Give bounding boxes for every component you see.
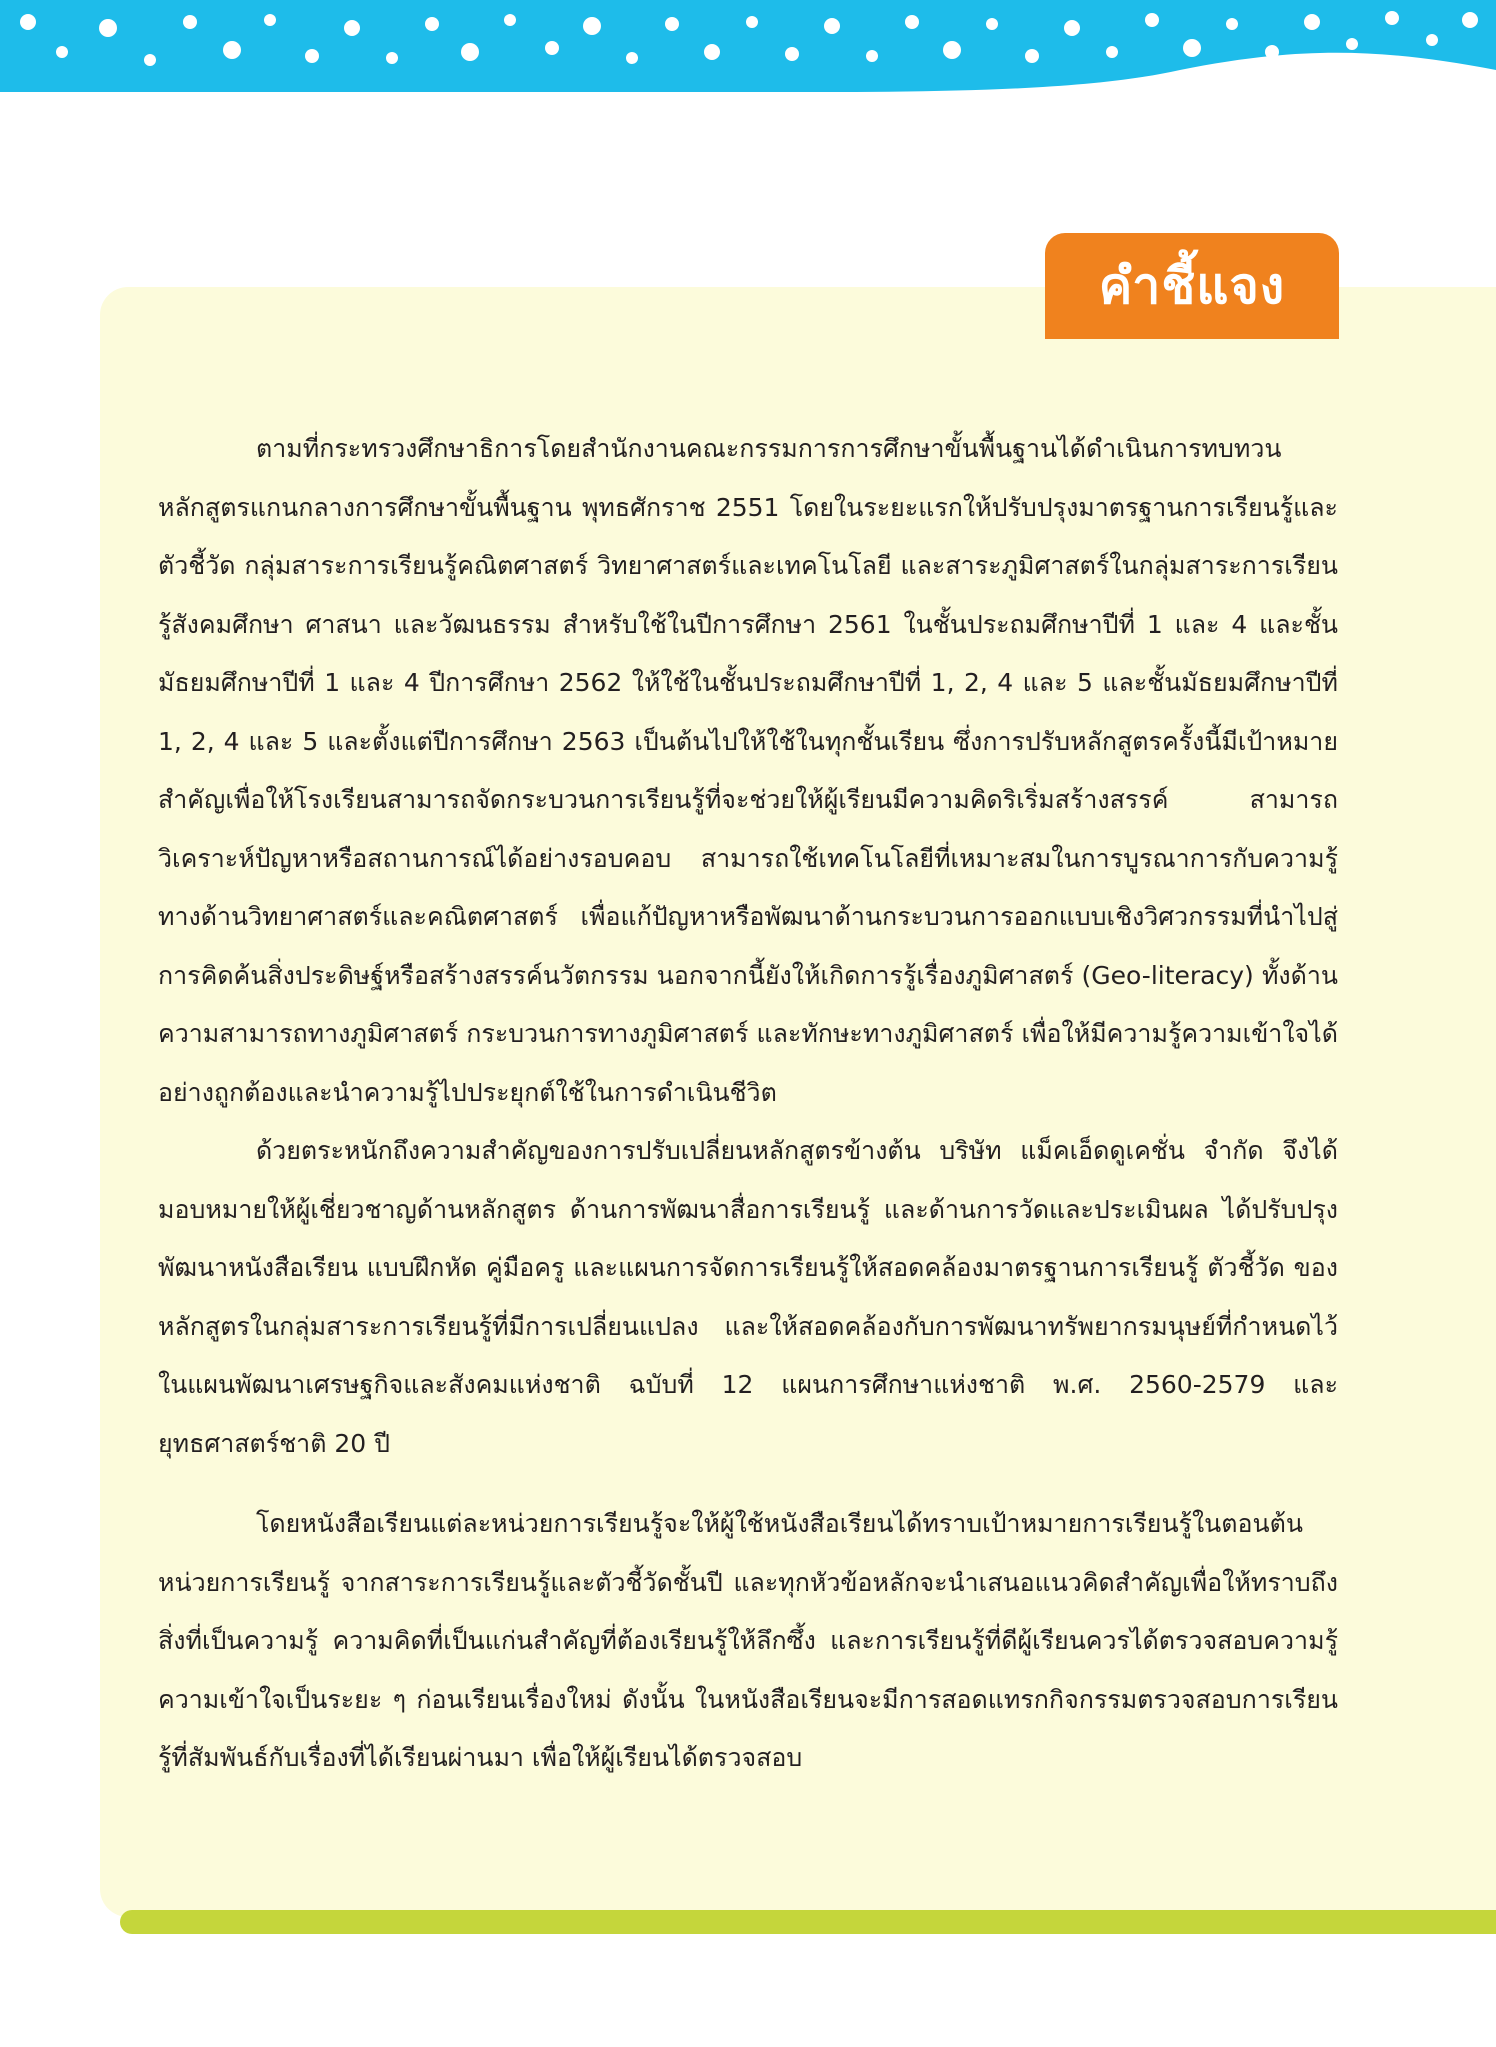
dot	[824, 18, 840, 34]
dot	[1145, 13, 1159, 27]
dot	[461, 43, 479, 61]
dot	[626, 52, 638, 64]
top-wave-band	[0, 0, 1496, 110]
dot	[264, 14, 276, 26]
dot	[20, 14, 36, 30]
dot	[99, 19, 117, 37]
dot	[665, 17, 679, 31]
dot	[1346, 38, 1358, 50]
paragraph-2: ด้วยตระหนักถึงความสำคัญของการปรับเปลี่ยนหลักสูตรข้างต้น บริษัท แม็คเอ็ดดูเคชั่น จำกัด จึงได้มอบหมายให้ผู้เชี่ยวชาญด้านหลักสูตร ด้านการพัฒนาสื่อการเรียนรู้ และด้านการวัดและประเมินผล ได้ปรับปรุงพัฒนาหนังสือเรียน แบบฝึกหัด คู่มือครู และแผนการจัดการเรียนรู้ให้สอดคล้องมาตรฐานการเรียนรู้ ตัวชี้วัด ของหลักสูตรในกลุ่มสาระการเรียนรู้ที่มีการเปลี่ยนแปลง และให้สอดคล้องกับการพัฒนาทรัพยากรมนุษย์ที่กำหนดไว้ในแผนพัฒนาเศรษฐกิจและสังคมแห่งชาติ ฉบับที่ 12 แผนการศึกษาแห่งชาติ พ.ศ. 2560-2579 และยุทธศาสตร์ชาติ 20 ปี	[158, 1136, 1338, 1458]
dot	[1426, 34, 1438, 46]
page-title	[1045, 233, 1339, 339]
dot	[746, 16, 758, 28]
dot	[1025, 49, 1039, 63]
dot	[905, 15, 919, 29]
dot	[386, 52, 398, 64]
dot	[1183, 39, 1201, 57]
dot	[344, 20, 360, 36]
dot	[1462, 12, 1478, 28]
dot	[1265, 45, 1279, 59]
dot	[1106, 46, 1118, 58]
dot	[425, 17, 439, 31]
page-title-text: คำชี้แจง	[1098, 256, 1286, 315]
body-text	[158, 420, 1338, 1788]
dot	[504, 14, 516, 26]
dot	[1304, 14, 1320, 30]
dot	[56, 46, 68, 58]
dot	[223, 41, 241, 59]
dot	[144, 54, 156, 66]
dot	[183, 15, 197, 29]
dot	[305, 49, 319, 63]
panel-bottom-stripe	[120, 1910, 1496, 1934]
dot	[545, 41, 559, 55]
paragraph-3: โดยหนังสือเรียนแต่ละหน่วยการเรียนรู้จะให้ผู้ใช้หนังสือเรียนได้ทราบเป้าหมายการเรียนรู้ในตอนต้นหน่วยการเรียนรู้ จากสาระการเรียนรู้และตัวชี้วัดชั้นปี และทุกหัวข้อหลักจะนำเสนอแนวคิดสำคัญเพื่อให้ทราบถึงสิ่งที่เป็นความรู้ ความคิดที่เป็นแก่นสำคัญที่ต้องเรียนรู้ให้ลึกซึ้ง และการเรียนรู้ที่ดีผู้เรียนควรได้ตรวจสอบความรู้ความเข้าใจเป็นระยะ ๆ ก่อนเรียนเรื่องใหม่ ดังนั้น ในหนังสือเรียนจะมีการสอดแทรกกิจกรรมตรวจสอบการเรียนรู้ที่สัมพันธ์กับเรื่องที่ได้เรียนผ่านมา เพื่อให้ผู้เรียนได้ตรวจสอบ	[158, 1509, 1338, 1772]
dot	[1385, 11, 1399, 25]
dot	[1226, 18, 1238, 30]
dot	[704, 44, 720, 60]
dot	[583, 17, 601, 35]
dot	[785, 47, 799, 61]
dot	[1064, 20, 1080, 36]
dot	[866, 50, 878, 62]
paragraph-1: ตามที่กระทรวงศึกษาธิการโดยสำนักงานคณะกรรมการการศึกษาขั้นพื้นฐานได้ดำเนินการทบทวนหลักสูตรแกนกลางการศึกษาขั้นพื้นฐาน พุทธศักราช 2551 โดยในระยะแรกให้ปรับปรุงมาตรฐานการเรียนรู้และตัวชี้วัด กลุ่มสาระการเรียนรู้คณิตศาสตร์ วิทยาศาสตร์และเทคโนโลยี และสาระภูมิศาสตร์ในกลุ่มสาระการเรียนรู้สังคมศึกษา ศาสนา และวัฒนธรรม สำหรับใช้ในปีการศึกษา 2561 ในชั้นประถมศึกษาปีที่ 1 และ 4 และชั้นมัธยมศึกษาปีที่ 1 และ 4 ปีการศึกษา 2562 ให้ใช้ในชั้นประถมศึกษาปีที่ 1, 2, 4 และ 5 และชั้นมัธยมศึกษาปีที่ 1, 2, 4 และ 5 และตั้งแต่ปีการศึกษา 2563 เป็นต้นไปให้ใช้ในทุกชั้นเรียน ซึ่งการปรับหลักสูตรครั้งนี้มีเป้าหมายสำคัญเพื่อให้โรงเรียนสามารถจัดกระบวนการเรียนรู้ที่จะช่วยให้ผู้เรียนมีความคิดริเริ่มสร้างสรรค์ สามารถวิเคราะห์ปัญหาหรือสถานการณ์ได้อย่างรอบคอบ สามารถใช้เทคโนโลยีที่เหมาะสมในการบูรณาการกับความรู้ทางด้านวิทยาศาสตร์และคณิตศาสตร์ เพื่อแก้ปัญหาหรือพัฒนาด้านกระบวนการออกแบบเชิงวิศวกรรมที่นำไปสู่การคิดค้นสิ่งประดิษฐ์หรือสร้างสรรค์นวัตกรรม นอกจากนี้ยังให้เกิดการรู้เรื่องภูมิศาสตร์ (Geo-literacy) ทั้งด้านความสามารถทางภูมิศาสตร์ กระบวนการทางภูมิศาสตร์ และทักษะทางภูมิศาสตร์ เพื่อให้มีความรู้ความเข้าใจได้อย่างถูกต้องและนำความรู้ไปประยุกต์ใช้ในการดำเนินชีวิต	[158, 434, 1338, 1107]
dot	[986, 18, 998, 30]
dot	[943, 41, 961, 59]
